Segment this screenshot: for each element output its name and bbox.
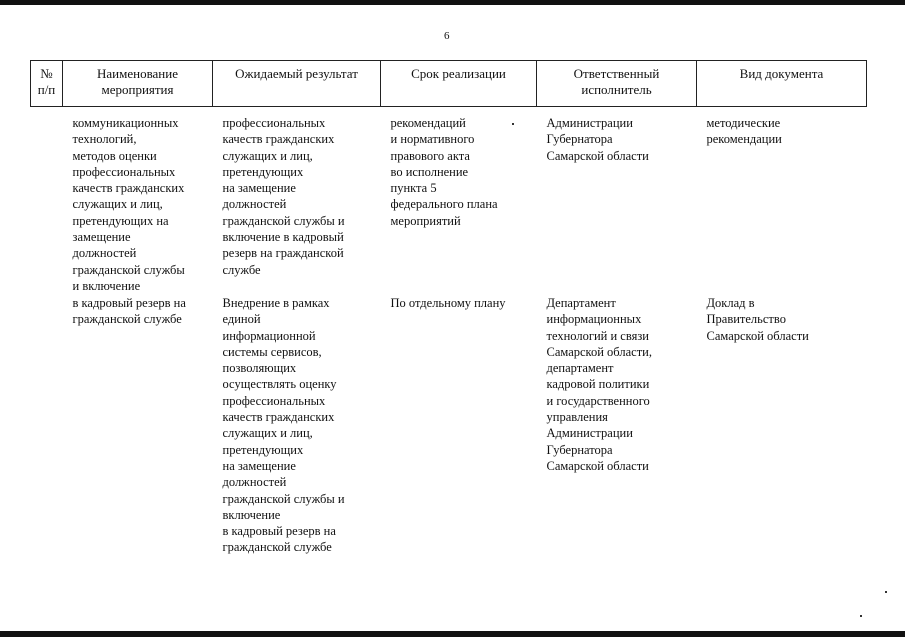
scan-speck bbox=[512, 123, 514, 125]
cell-deadline: По отдельному плану bbox=[390, 296, 506, 310]
scan-speck bbox=[885, 591, 887, 593]
header-event-name: Наименование мероприятия bbox=[63, 61, 213, 107]
cell-document-type: методические рекомендации bbox=[706, 116, 782, 147]
table-row bbox=[31, 295, 867, 556]
scan-speck bbox=[860, 615, 862, 617]
cell-document-type: Доклад в Правительство Самарской области bbox=[706, 296, 809, 343]
events-table bbox=[30, 60, 867, 556]
header-document-type: Вид документа bbox=[697, 61, 867, 107]
cell-event-name: в кадровый резерв на гражданской службе bbox=[72, 296, 186, 327]
cell-responsible: Департамент информационных технологий и связи Самарской области, департамент кадровой политики и государственного управления Администрации Губернатора Самарской области bbox=[546, 296, 652, 473]
header-number: № п/п bbox=[31, 61, 63, 107]
cell-responsible: Администрации Губернатора Самарской области bbox=[546, 116, 649, 163]
bottom-border-rule bbox=[0, 631, 905, 637]
cell-expected-result: Внедрение в рамках единой информационной системы сервисов, позволяющих осуществлять оценку профессиональных качеств гражданских служащих и лиц, претендующих на замещение должностей гражданской службы и включение в кадровый резерв на гражданской службе bbox=[222, 296, 345, 555]
table-row bbox=[31, 107, 867, 296]
cell-number bbox=[31, 107, 63, 296]
table-header-row bbox=[31, 61, 867, 107]
page-number: 6 bbox=[444, 30, 450, 42]
cell-event-name: коммуникационных технологий, методов оценки профессиональных качеств гражданских служащих и лиц, претендующих на замещение должностей гражданской службы и включение bbox=[72, 116, 185, 293]
top-border-rule bbox=[0, 0, 905, 5]
header-responsible: Ответственный исполнитель bbox=[537, 61, 697, 107]
header-deadline: Срок реализации bbox=[381, 61, 537, 107]
cell-deadline: рекомендаций и нормативного правового акта во исполнение пункта 5 федерального плана мероприятий bbox=[390, 116, 498, 228]
cell-number bbox=[31, 295, 63, 556]
cell-expected-result: профессиональных качеств гражданских служащих и лиц, претендующих на замещение должностей гражданской службы и включение в кадровый резерв на гражданской службе bbox=[222, 116, 345, 277]
header-expected-result: Ожидаемый результат bbox=[213, 61, 381, 107]
